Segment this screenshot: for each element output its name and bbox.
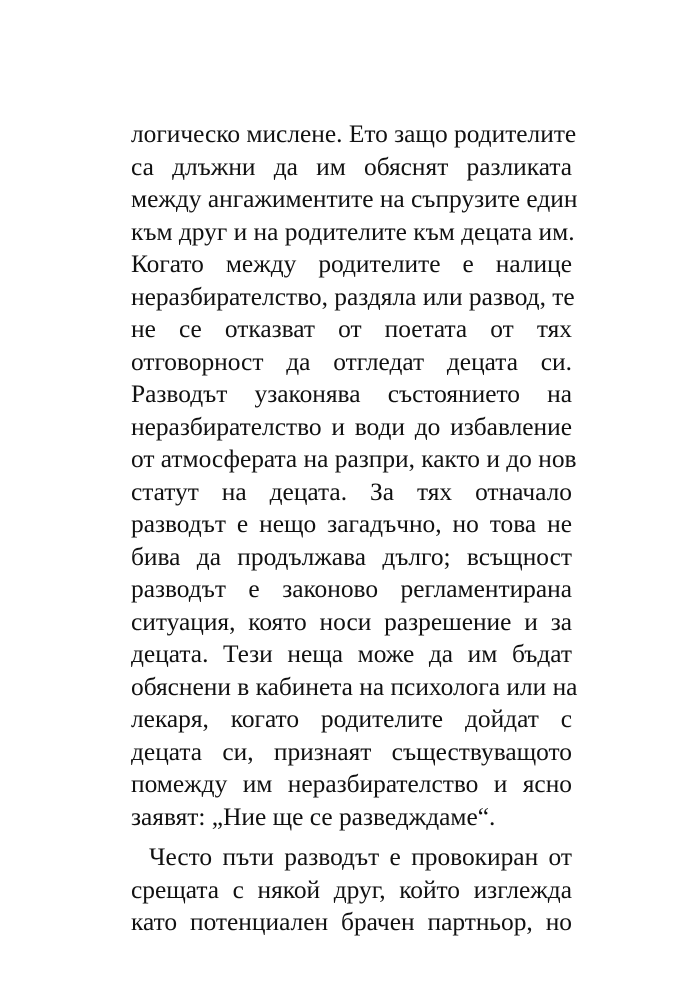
text-line: между ангажиментите на съпрузите един [131,185,578,213]
text-line: неразбирателство и води до избавление [131,412,572,441]
paragraph-gap [131,833,572,841]
text-line: срещата с някой друг, който изглежда [131,875,572,904]
text-line: отговорност да отгледат децата си. [131,347,572,376]
text-line: неразбирателство, раздяла или развод, те [131,282,575,311]
text-line: децата. Тези неща може да им бъдат [131,640,572,668]
text-line: лекаря, когато родителите дойдат с [131,705,572,733]
text-line: разводът е законово регламентирана [131,575,572,603]
text-line: заявят: „Ние ще се разведждаме“. [131,802,496,831]
body-text [131,118,578,939]
text-line: помежду им неразбирателство и ясно [131,770,572,798]
text-line: Когато между родителите е налице [131,250,572,278]
text-line: Често пъти разводът е провокиран от [149,843,572,871]
text-line: ситуация, която носи разрешение и за [131,607,572,636]
paragraph-2 [131,841,572,939]
text-line: децата си, признаят съществуващото [131,737,572,766]
text-line: към друг и на родителите към децата им. [131,217,575,246]
text-line: обяснени в кабинета на психолога или на [131,672,578,701]
text-line: логическо мислене. Ето защо родителите [131,120,577,148]
text-line: статут на децата. За тях отначало [131,477,572,506]
text-line: бива да продължава дълго; всъщност [131,542,572,571]
text-line: не се отказват от поетата от тях [131,315,572,343]
paragraph-1 [131,118,578,833]
text-line: Разводът узаконява състоянието на [131,380,572,408]
text-line: от атмосферата на разпри, както и до нов [131,445,577,473]
text-line: разводът е нещо загадъчно, но това не [131,510,572,538]
text-line: като потенциален брачен партньор, но [131,908,572,936]
text-line: са длъжни да им обяснят разликата [131,152,572,181]
